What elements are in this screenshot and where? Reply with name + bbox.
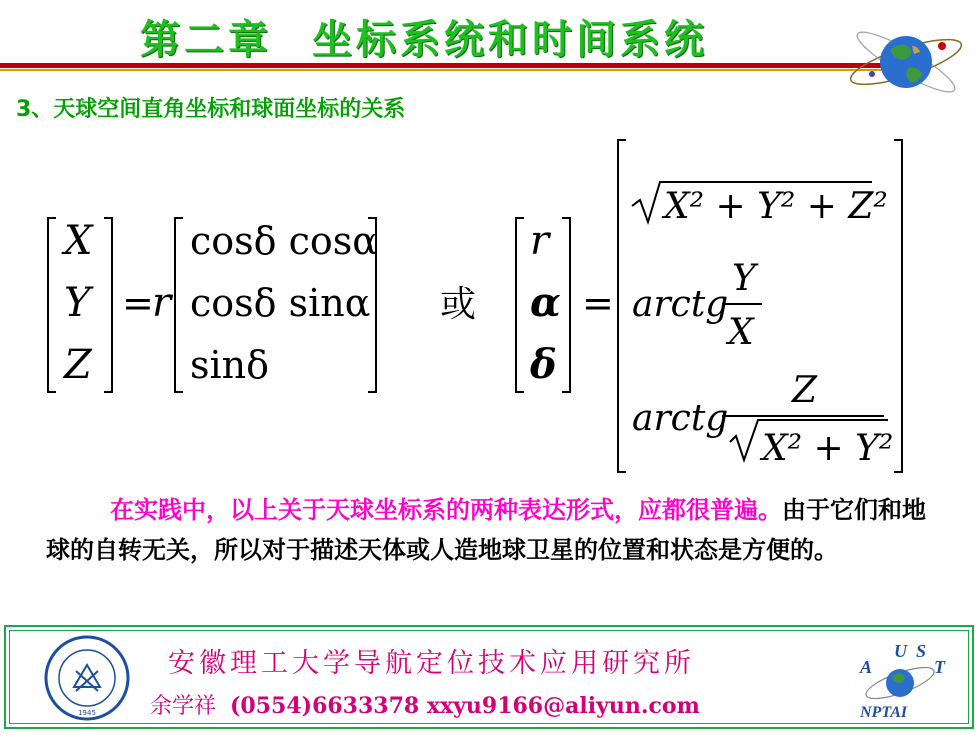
coef-r: r — [152, 280, 172, 326]
contact-info: (0554)6633378 xxyu9166@aliyun.com — [230, 693, 700, 719]
title-rule-gold — [0, 69, 900, 71]
rhs-row-1: cosδ cosα — [190, 219, 378, 263]
seal-year: 1945 — [78, 709, 96, 717]
rhs-row-3: sinδ — [190, 343, 270, 387]
author-name: 余学祥 — [150, 694, 217, 719]
arctg-2: arctg — [632, 398, 729, 439]
logo-letter-a: A — [860, 657, 873, 677]
frac1-numerator: Y — [732, 258, 756, 299]
paragraph-body: 由于它们和地球的自转无关，所以对于描述天体或人造地球卫星的位置和状态是方便的。 — [46, 496, 926, 564]
globe-icon — [842, 16, 972, 106]
sqrt-expression: X² + Y² + Z² — [664, 186, 888, 227]
explanation-paragraph — [46, 490, 946, 570]
footer-banner — [4, 625, 974, 729]
title-rule-red — [0, 63, 900, 68]
lhs-z: Z — [64, 342, 92, 388]
university-seal-icon — [44, 635, 130, 721]
page-title — [140, 8, 708, 65]
organization-name: 安徽理工大学导航定位技术应用研究所 — [168, 648, 695, 679]
paragraph-highlight: 在实践中，以上关于天球坐标系的两种表达形式，应都很普遍。 — [110, 496, 782, 524]
logo-letter-u: U — [894, 641, 907, 661]
frac1-denominator: X — [728, 312, 754, 353]
or-word: 或 — [440, 284, 477, 325]
equals-sign-2: = — [582, 281, 614, 325]
logo-letter-t: T — [934, 657, 945, 677]
rhs-row-2: cosδ sinα — [190, 281, 371, 325]
logo-caption: NPTAI — [860, 704, 908, 721]
equals-sign-1: = — [122, 281, 154, 325]
inv-lhs-alpha: α — [530, 279, 561, 326]
author-contact — [150, 689, 700, 720]
logo-letter-s: S — [916, 641, 927, 661]
coordinate-formula — [0, 130, 980, 480]
inv-lhs-r: r — [530, 218, 550, 264]
inv-lhs-delta: δ — [530, 341, 557, 388]
lhs-y: Y — [64, 280, 91, 326]
chapter-label: 第二章 — [140, 16, 272, 63]
chapter-name: 坐标系统和时间系统 — [312, 16, 708, 63]
frac2-numerator: Z — [792, 370, 818, 411]
aust-logo-icon — [854, 639, 954, 723]
frac2-denominator: X² + Y² — [762, 428, 894, 469]
lhs-x: X — [64, 218, 93, 264]
arctg-1: arctg — [632, 284, 729, 325]
section-subtitle: 3、天球空间直角坐标和球面坐标的关系 — [16, 97, 406, 122]
